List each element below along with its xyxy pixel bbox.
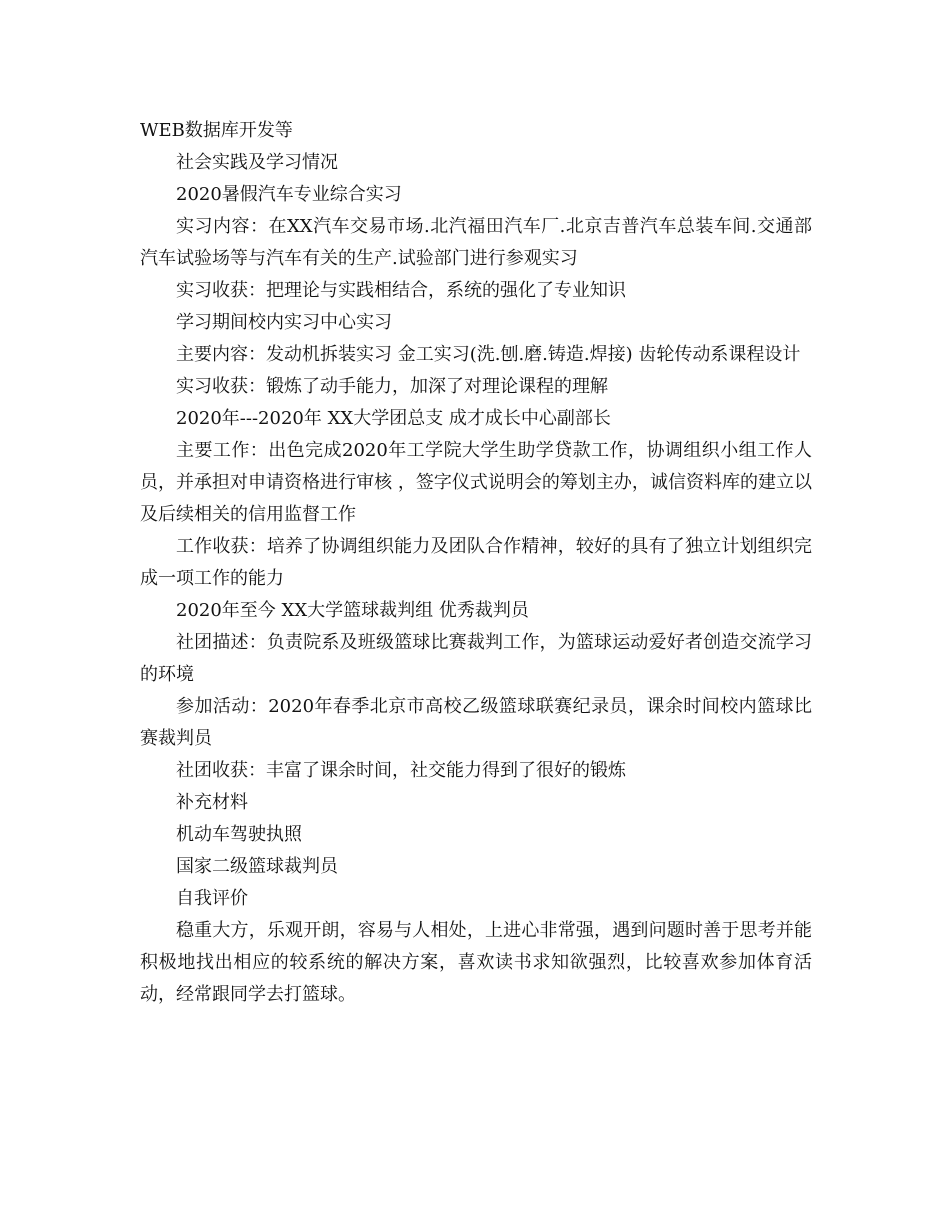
self-evaluation-text: 稳重大方，乐观开朗，容易与人相处，上进心非常强，遇到问题时善于思考并能积极地找出相应的较系统的解决方案，喜欢读书求知欲强烈，比较喜欢参加体育活动，经常跟同学去打篮球。 [140, 920, 812, 1005]
campus-practice-content: 主要内容：发动机拆装实习 金工实习(洗.刨.磨.铸造.焊接) 齿轮传动系课程设计 [176, 344, 801, 365]
campus-practice-title: 学习期间校内实习中心实习 [176, 312, 392, 333]
league-main-work: 主要工作：出色完成2020年工学院大学生助学贷款工作，协调组织小组工作人员，并承担对申请资格进行审核 ，签字仪式说明会的筹划主办，诚信资料库的建立以及后续相关的信用监督工作 [140, 440, 812, 525]
club-activities: 参加活动：2020年春季北京市高校乙级篮球联赛纪录员，课余时间校内篮球比赛裁判员 [140, 696, 812, 749]
club-gain: 社团收获：丰富了课余时间，社交能力得到了很好的锻炼 [176, 760, 626, 781]
document-body [140, 115, 812, 1011]
internship-gain: 实习收获：把理论与实践相结合，系统的强化了专业知识 [176, 280, 626, 301]
paragraph-continuation: WEB数据库开发等 [140, 120, 293, 141]
internship-content: 实习内容：在XX汽车交易市场.北汽福田汽车厂.北京吉普汽车总装车间.交通部汽车试验场等与汽车有关的生产.试验部门进行参观实习 [140, 216, 812, 269]
league-position-title: 2020年---2020年 XX大学团总支 成才成长中心副部长 [176, 408, 611, 429]
league-work-gain: 工作收获：培养了协调组织能力及团队合作精神，较好的具有了独立计划组织完成一项工作的能力 [140, 536, 812, 589]
section-heading-social-practice: 社会实践及学习情况 [176, 152, 338, 173]
section-heading-self-evaluation: 自我评价 [176, 888, 248, 909]
club-description: 社团描述：负责院系及班级篮球比赛裁判工作，为篮球运动爱好者创造交流学习的环境 [140, 632, 812, 685]
campus-practice-gain: 实习收获：锻炼了动手能力，加深了对理论课程的理解 [176, 376, 608, 397]
referee-group-title: 2020年至今 XX大学篮球裁判组 优秀裁判员 [176, 600, 529, 621]
supplementary-item-license: 机动车驾驶执照 [176, 824, 302, 845]
section-heading-supplementary: 补充材料 [176, 792, 248, 813]
supplementary-item-referee: 国家二级篮球裁判员 [176, 856, 338, 877]
internship-title: 2020暑假汽车专业综合实习 [176, 184, 402, 205]
